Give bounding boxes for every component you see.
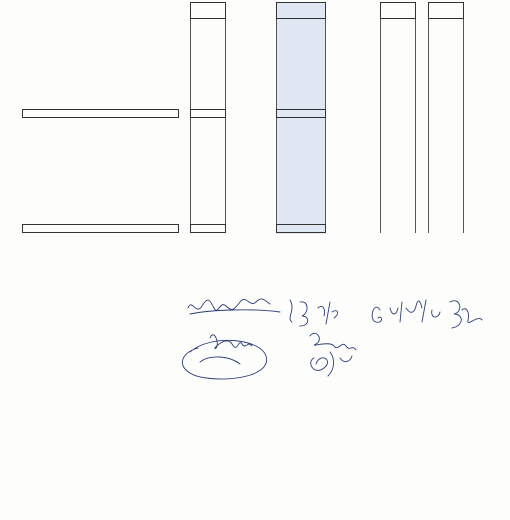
passiver-total-2013 xyxy=(190,224,226,233)
passiver-total-label-box xyxy=(22,224,179,233)
aktiver-total-2013 xyxy=(190,109,226,118)
col-2013-lines xyxy=(190,19,226,233)
aktiver-total-label-box xyxy=(22,109,179,118)
col-noter-lines xyxy=(428,19,464,233)
header-2013 xyxy=(190,2,226,19)
col-2014-lines xyxy=(276,19,326,233)
signature-strokes xyxy=(182,299,482,379)
col-budget-lines xyxy=(380,19,416,233)
passiver-total-2014 xyxy=(276,224,326,233)
header-noter xyxy=(428,2,464,19)
header-2014 xyxy=(276,2,326,19)
header-budget xyxy=(380,2,416,19)
signatures-drawing xyxy=(150,292,490,392)
aktiver-total-2014 xyxy=(276,109,326,118)
